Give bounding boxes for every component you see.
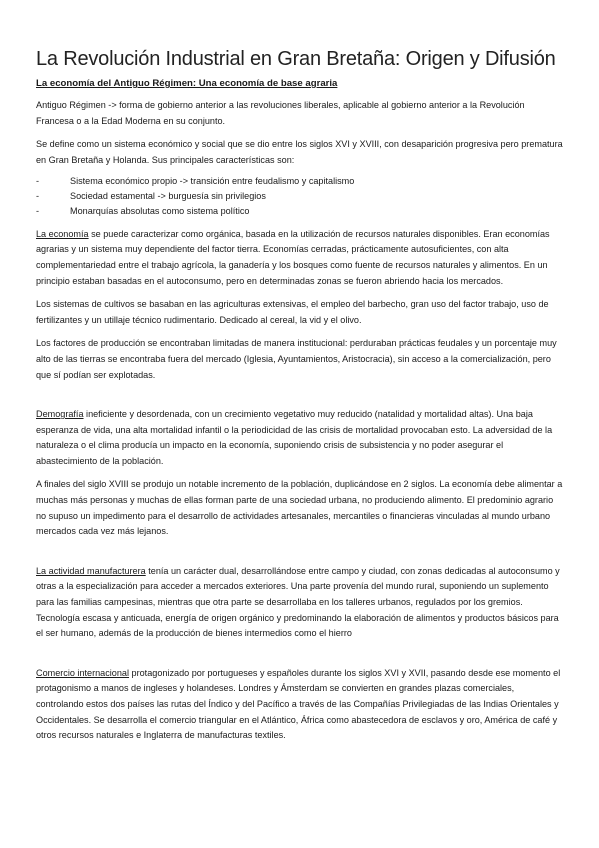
list-dash: -	[36, 176, 40, 187]
manufacturera-text: tenía un carácter dual, desarrollándose entre campo y ciudad, con zonas dedicadas al autoconsumo y otras a la especialización para acceder a mercados exteriores. Una parte provenía del mundo rural, suponiendo un suplemento para las familias campesinas, mientras que otra parte se desarrollaba en los talleres urbanos, regulados por los gremios. Tecnología escasa y anticuada, energía de origen orgánico y predominando la elaboración de alimentos y productos básicos para el ser humano, además de la producción de bienes intermedios como el hierro	[36, 565, 560, 639]
paragraph-definicion: Se define como un sistema económico y social que se dio entre los siglos XVI y XVIII, con desaparición progresiva pero prematura en Gran Bretaña y Holanda. Sus principales características son:	[36, 139, 563, 165]
comercio-text: protagonizado por portugueses y españoles durante los siglos XVI y XVII, pasando desde ese momento el protagonismo a manos de ingleses y holandeses. Londres y Ámsterdam se convierten en grandes plazas comerciales, controlando estos dos países las rutas del Índico y del Pacífico a través de las Compañías Privilegiadas de las Indias Orientales y Occidentales. Se desarrolla el comercio triangular en el Atlántico, África como abastecedora de esclavos y oro, América de café y otros recursos naturales e Inglaterra de manufacturas textiles.	[36, 667, 561, 741]
spacer	[36, 650, 563, 666]
list-item-text: Monarquías absolutas como sistema político	[70, 205, 250, 216]
list-item	[36, 189, 563, 204]
page-title: La Revolución Industrial en Gran Bretaña: Origen y Difusión	[36, 48, 556, 70]
term-manufacturera: La actividad manufacturera	[36, 565, 146, 576]
economia-text: se puede caracterizar como orgánica, basada en la utilización de recursos naturales disponibles. Eran economías agrarias y un sistema muy dependiente del factor tierra. Economías cerradas, prácticamente autosuficientes, con alta complementariedad entre el trabajo agrícola, la ganadería y los bosques como fuente de recursos naturales y alimentos. En un principio estaban basadas en el autoconsumo, pero en determinadas zonas se fueron abriendo hacia los mercados.	[36, 228, 550, 286]
term-demografia: Demografía	[36, 409, 84, 420]
list-dash: -	[36, 205, 40, 216]
list-item-text: Sistema económico propio -> transición entre feudalismo y capitalismo	[70, 176, 355, 187]
list-item-text: Sociedad estamental -> burguesía sin privilegios	[70, 191, 266, 202]
spacer	[36, 548, 563, 564]
term-economia: La economía	[36, 228, 89, 239]
paragraph-manufacturera	[36, 564, 563, 642]
paragraph-cultivos: Los sistemas de cultivos se basaban en las agriculturas extensivas, el empleo del barbecho, gran uso del factor trabajo, uso de fertilizantes y un utillaje técnico rudimentario. Dedicado al cereal, la vid y el olivo.	[36, 299, 549, 325]
paragraph-demografia	[36, 407, 563, 469]
characteristics-list	[36, 174, 563, 218]
term-comercio: Comercio internacional	[36, 667, 130, 678]
paragraph-factores: Los factores de producción se encontraban limitadas de manera institucional: perduraban prácticas feudales y un porcentaje muy alto de las tierras se encontraba fuera del mercado (Iglesia, Ayuntamientos, Aristocracia), sin acceso a la comercialización, pero que sí podían ser explotadas.	[36, 338, 557, 380]
list-item	[36, 174, 563, 189]
list-item	[36, 204, 563, 219]
paragraph-economia	[36, 227, 563, 289]
paragraph-siglo-xviii: A finales del siglo XVIII se produjo un notable incremento de la población, duplicándose en 2 siglos. La economía debe alimentar a muchas más personas y muchas de ellas forman parte de una sociedad urbana, no produciendo alimento. El predominio agrario no supuso un impedimento para el desarrollo de actividades artesanales, mercantiles o financieras vinculadas al mundo urbano mercados cada vez más lejanos.	[36, 479, 563, 537]
paragraph-comercio	[36, 666, 563, 744]
section-heading: La economía del Antiguo Régimen: Una economía de base agraria	[36, 78, 338, 89]
list-dash: -	[36, 191, 40, 202]
demografia-text: ineficiente y desordenada, con un crecimiento vegetativo muy reducido (natalidad y mortalidad altas). Una baja esperanza de vida, una alta mortalidad infantil o la periodicidad de las crisis de mortalidad provocaban esto. La adversidad de la naturaleza o el clima producía un impacto en la economía, suponiendo crisis de subsistencia y no poder asegurar el abastecimiento de la población.	[36, 409, 553, 466]
spacer	[36, 391, 563, 407]
paragraph-antiguo-regimen: Antiguo Régimen -> forma de gobierno anterior a las revoluciones liberales, aplicable al gobierno anterior a la Revolución Francesa o a la Edad Moderna en su conjunto.	[36, 100, 525, 126]
